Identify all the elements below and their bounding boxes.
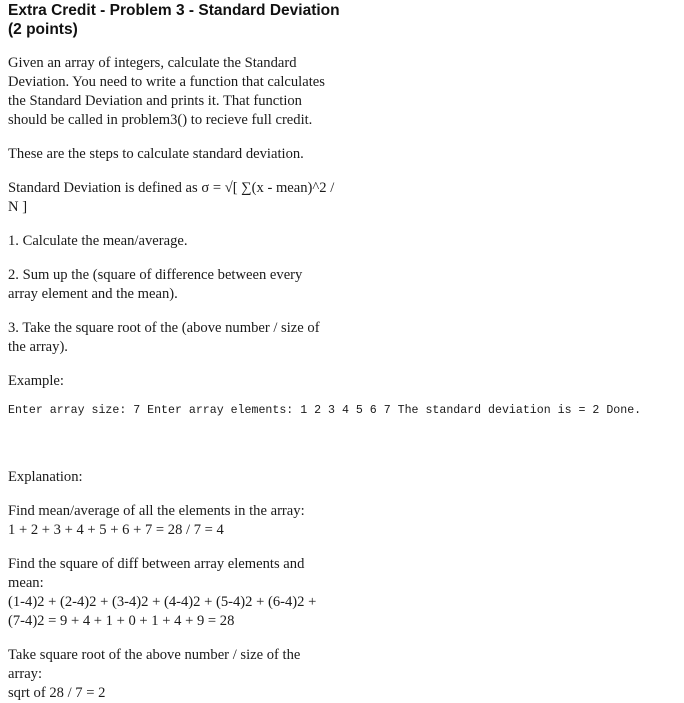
diff-line-1: Find the square of diff between array elements and [8, 556, 305, 572]
intro-line-3: the Standard Deviation and prints it. That function [8, 93, 302, 109]
step-2-line-2: array element and the mean). [8, 286, 178, 302]
example-label-paragraph [8, 372, 348, 391]
step-2-line-1: 2. Sum up the (square of difference between every [8, 267, 303, 283]
step-1-paragraph [8, 232, 348, 251]
mean-line-2: 1 + 2 + 3 + 4 + 5 + 6 + 7 = 28 / 7 = 4 [8, 522, 224, 538]
title-line-2: (2 points) [8, 21, 78, 38]
explanation-label: Explanation: [8, 469, 83, 485]
definition-paragraph [8, 179, 348, 217]
intro-paragraph [8, 54, 348, 130]
sqrt-section-paragraph [8, 646, 348, 703]
intro-line-2: Deviation. You need to write a function that calculates [8, 74, 325, 90]
definition-line-2: N ] [8, 199, 28, 215]
diff-line-3: (1-4)2 + (2-4)2 + (3-4)2 + (4-4)2 + (5-4)2 + (6-4)2 + [8, 594, 317, 610]
diff-line-4: (7-4)2 = 9 + 4 + 1 + 0 + 1 + 4 + 9 = 28 [8, 613, 235, 629]
sqrt-line-2: array: [8, 666, 43, 682]
intro-line-1: Given an array of integers, calculate the Standard [8, 55, 297, 71]
sqrt-line-3: sqrt of 28 / 7 = 2 [8, 685, 106, 701]
example-label: Example: [8, 373, 64, 389]
diff-line-2: mean: [8, 575, 44, 591]
step-2-paragraph [8, 266, 348, 304]
mean-line-1: Find mean/average of all the elements in the array: [8, 503, 305, 519]
diff-section-paragraph [8, 555, 348, 631]
mean-section-paragraph [8, 502, 348, 540]
explanation-label-paragraph [8, 468, 348, 487]
title-line-1: Extra Credit - Problem 3 - Standard Deviation [8, 2, 340, 19]
sqrt-line-1: Take square root of the above number / size of the [8, 647, 301, 663]
definition-line-1: Standard Deviation is defined as σ = √[ ∑(x - mean)^2 / [8, 180, 335, 196]
step-3-line-2: the array). [8, 339, 68, 355]
page-title [8, 1, 408, 39]
steps-intro-line: These are the steps to calculate standard deviation. [8, 146, 304, 162]
example-code-block: Enter array size: 7 Enter array elements: 1 2 3 4 5 6 7 The standard deviation is = 2 Done. [8, 404, 642, 417]
step-1-line: 1. Calculate the mean/average. [8, 233, 188, 249]
intro-line-4: should be called in problem3() to recieve full credit. [8, 112, 313, 128]
steps-intro-paragraph [8, 145, 348, 164]
step-3-paragraph [8, 319, 348, 357]
step-3-line-1: 3. Take the square root of the (above number / size of [8, 320, 320, 336]
